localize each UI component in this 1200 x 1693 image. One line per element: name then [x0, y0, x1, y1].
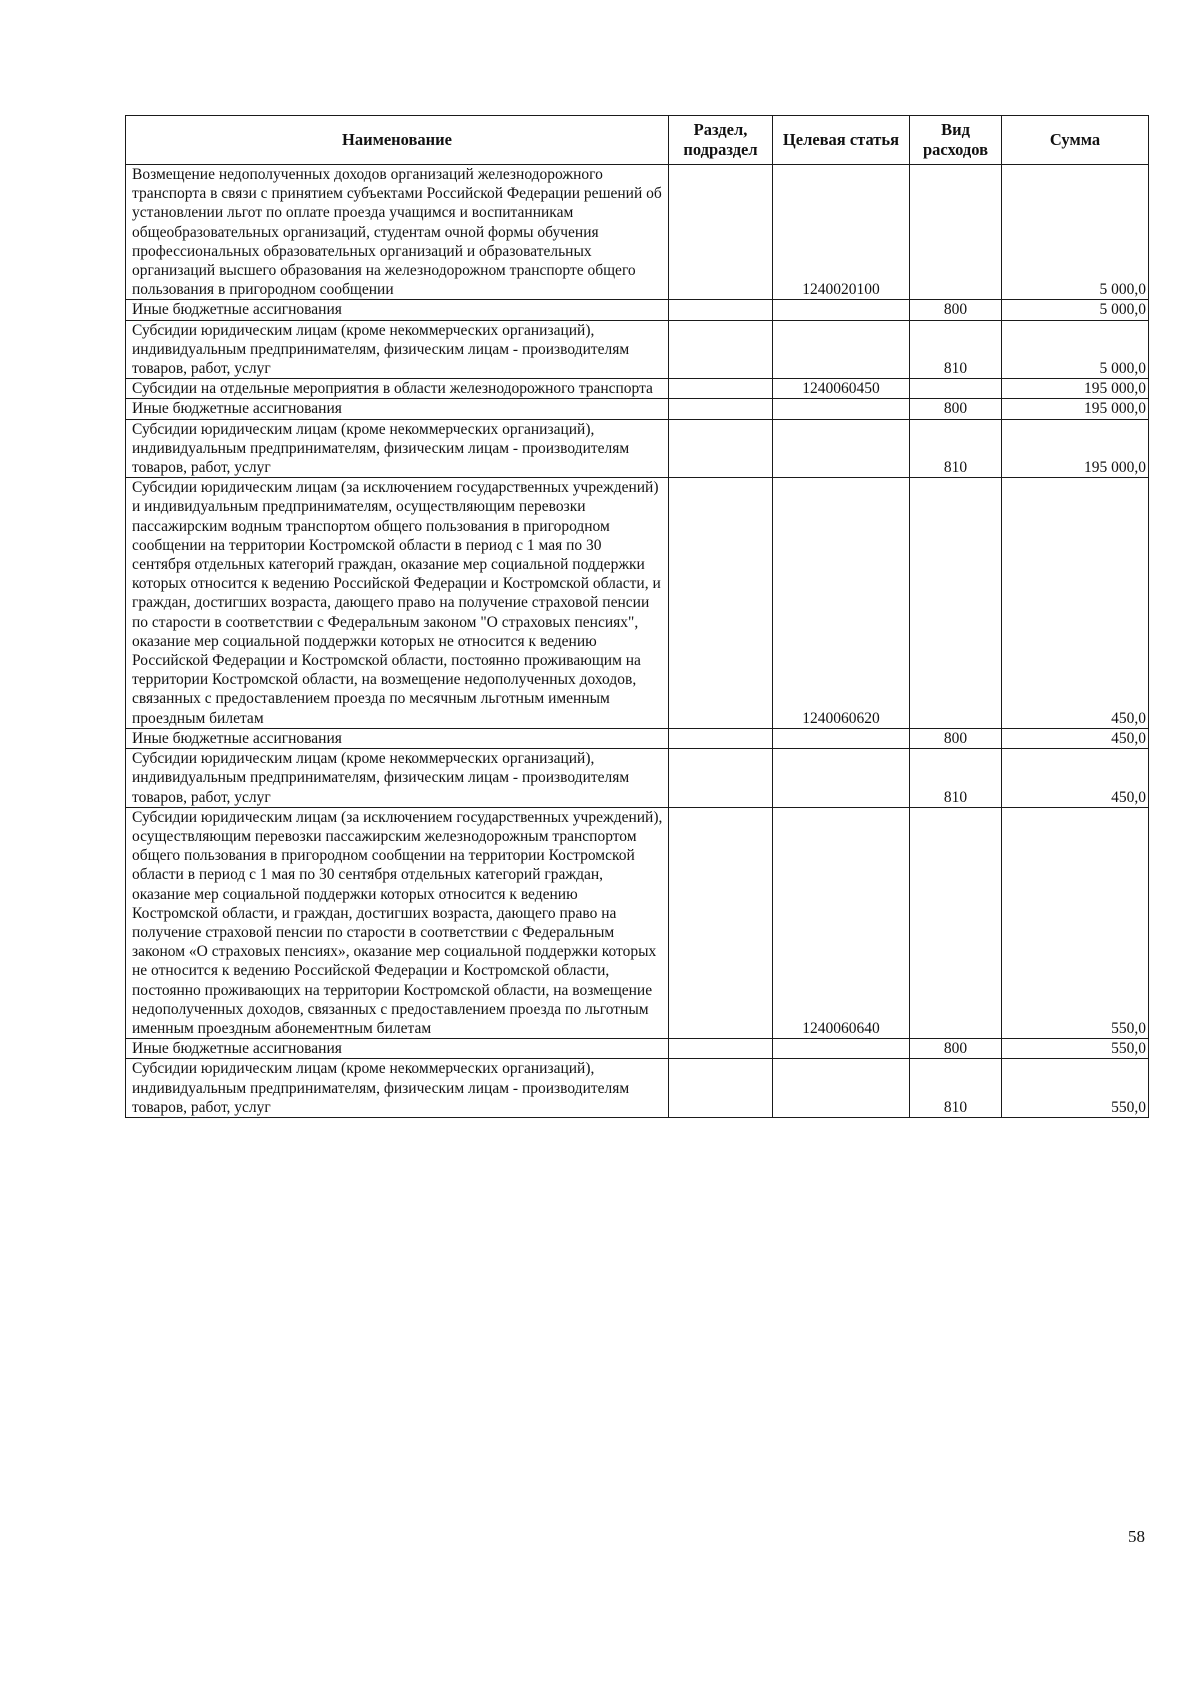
cell-name: Субсидии юридическим лицам (кроме некоммерческих организаций), индивидуальным предпринимателям, физическим лицам - производителям товаров, работ, услуг	[126, 320, 669, 379]
cell-sum: 450,0	[1002, 749, 1149, 808]
cell-sum: 450,0	[1002, 478, 1149, 729]
header-name: Наименование	[126, 116, 669, 165]
cell-kind	[910, 478, 1002, 729]
table-row	[126, 728, 1149, 748]
cell-kind	[910, 165, 1002, 300]
cell-section	[669, 749, 773, 808]
cell-section	[669, 300, 773, 320]
header-kind: Вид расходов	[910, 116, 1002, 165]
cell-target	[773, 728, 910, 748]
cell-kind: 810	[910, 419, 1002, 478]
table-row	[126, 749, 1149, 808]
cell-target	[773, 320, 910, 379]
cell-kind: 800	[910, 300, 1002, 320]
table-row	[126, 165, 1149, 300]
budget-table	[125, 115, 1149, 1118]
cell-section	[669, 807, 773, 1038]
cell-name: Субсидии юридическим лицам (кроме некоммерческих организаций), индивидуальным предпринимателям, физическим лицам - производителям товаров, работ, услуг	[126, 1059, 669, 1118]
cell-kind: 810	[910, 320, 1002, 379]
cell-sum: 5 000,0	[1002, 320, 1149, 379]
cell-section	[669, 478, 773, 729]
cell-section	[669, 399, 773, 419]
table-row	[126, 320, 1149, 379]
table-row	[126, 300, 1149, 320]
cell-sum: 550,0	[1002, 1039, 1149, 1059]
cell-target	[773, 1059, 910, 1118]
cell-kind: 800	[910, 1039, 1002, 1059]
cell-sum: 195 000,0	[1002, 379, 1149, 399]
table-row	[126, 807, 1149, 1038]
cell-name: Возмещение недополученных доходов организаций железнодорожного транспорта в связи с принятием субъектами Российской Федерации решений об установлении льгот по оплате проезда учащимся и воспитанникам общеобразовательных организаций, студентам очной формы обучения профессиональных образовательных организаций и образовательных организаций высшего образования на железнодорожном транспорте общего пользования в пригородном сообщении	[126, 165, 669, 300]
cell-target	[773, 300, 910, 320]
cell-name: Иные бюджетные ассигнования	[126, 728, 669, 748]
cell-kind	[910, 379, 1002, 399]
cell-target: 1240060620	[773, 478, 910, 729]
cell-section	[669, 320, 773, 379]
table-row	[126, 419, 1149, 478]
cell-kind: 800	[910, 399, 1002, 419]
page-number: 58	[1128, 1527, 1145, 1546]
cell-target: 1240020100	[773, 165, 910, 300]
cell-section	[669, 379, 773, 399]
cell-section	[669, 1039, 773, 1059]
cell-section	[669, 1059, 773, 1118]
cell-sum: 450,0	[1002, 728, 1149, 748]
cell-name: Субсидии юридическим лицам (кроме некоммерческих организаций), индивидуальным предпринимателям, физическим лицам - производителям товаров, работ, услуг	[126, 419, 669, 478]
cell-kind: 810	[910, 749, 1002, 808]
table-header-row	[126, 116, 1149, 165]
table-row	[126, 399, 1149, 419]
cell-name: Субсидии на отдельные мероприятия в области железнодорожного транспорта	[126, 379, 669, 399]
header-section: Раздел, подраздел	[669, 116, 773, 165]
cell-target	[773, 399, 910, 419]
cell-sum: 195 000,0	[1002, 419, 1149, 478]
header-target: Целевая статья	[773, 116, 910, 165]
cell-section	[669, 419, 773, 478]
cell-name: Субсидии юридическим лицам (за исключением государственных учреждений) и индивидуальным предпринимателям, осуществляющим перевозки пассажирским водным транспортом общего пользования в пригородном сообщении на территории Костромской области в период с 1 мая по 30 сентября отдельных категорий граждан, оказание мер социальной поддержки которых относится к ведению Российской Федерации и Костромской области, и граждан, достигших возраста, дающего право на получение страховой пенсии по старости в соответствии с Федеральным законом "О страховых пенсиях", оказание мер социальной поддержки которых не относится к ведению Российской Федерации и Костромской области, постоянно проживающим на территории Костромской области, на возмещение недополученных доходов, связанных с предоставлением проезда по месячным льготным именным проездным билетам	[126, 478, 669, 729]
cell-kind	[910, 807, 1002, 1038]
cell-sum: 195 000,0	[1002, 399, 1149, 419]
cell-name: Субсидии юридическим лицам (кроме некоммерческих организаций), индивидуальным предпринимателям, физическим лицам - производителям товаров, работ, услуг	[126, 749, 669, 808]
cell-kind: 800	[910, 728, 1002, 748]
table-row	[126, 379, 1149, 399]
cell-sum: 550,0	[1002, 1059, 1149, 1118]
cell-sum: 5 000,0	[1002, 165, 1149, 300]
cell-name: Иные бюджетные ассигнования	[126, 300, 669, 320]
cell-section	[669, 728, 773, 748]
cell-target	[773, 419, 910, 478]
header-sum: Сумма	[1002, 116, 1149, 165]
cell-name: Иные бюджетные ассигнования	[126, 1039, 669, 1059]
cell-name: Субсидии юридическим лицам (за исключением государственных учреждений), осуществляющим перевозки пассажирским железнодорожным транспортом общего пользования в пригородном сообщении на территории Костромской области в период с 1 мая по 30 сентября отдельных категорий граждан, оказание мер социальной поддержки которых относится к ведению Костромской области, и граждан, достигших возраста, дающего право на получение страховой пенсии по старости в соответствии с Федеральным законом «О страховых пенсиях», оказание мер социальной поддержки которых не относится к ведению Российской Федерации и Костромской области, постоянно проживающих на территории Костромской области, на возмещение недополученных доходов, связанных с предоставлением проезда по льготным именным проездным абонементным билетам	[126, 807, 669, 1038]
cell-target: 1240060450	[773, 379, 910, 399]
cell-sum: 550,0	[1002, 807, 1149, 1038]
cell-sum: 5 000,0	[1002, 300, 1149, 320]
cell-target	[773, 749, 910, 808]
table-row	[126, 1039, 1149, 1059]
cell-name: Иные бюджетные ассигнования	[126, 399, 669, 419]
table-row	[126, 478, 1149, 729]
cell-target	[773, 1039, 910, 1059]
table-row	[126, 1059, 1149, 1118]
cell-target: 1240060640	[773, 807, 910, 1038]
cell-section	[669, 165, 773, 300]
cell-kind: 810	[910, 1059, 1002, 1118]
